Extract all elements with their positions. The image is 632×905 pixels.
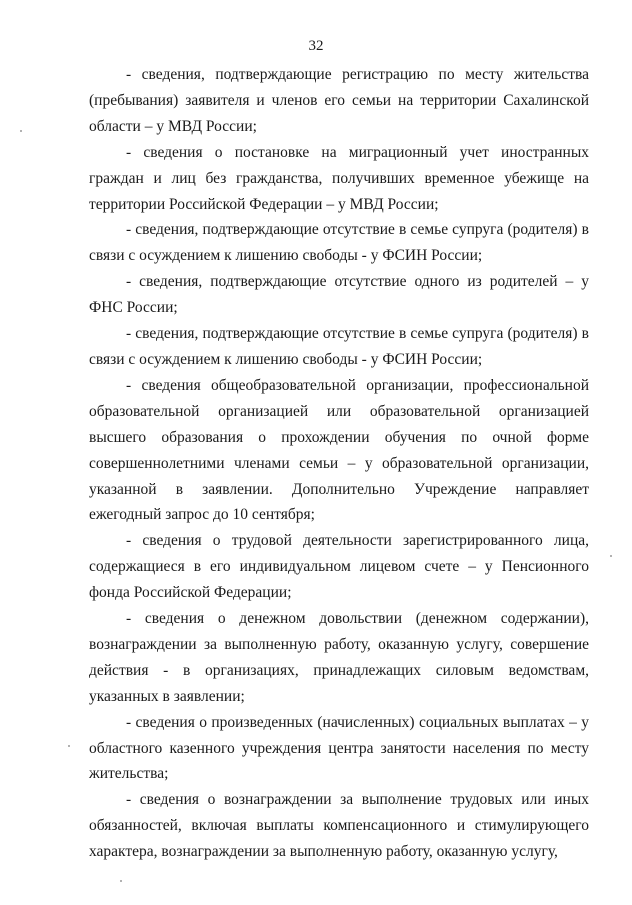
paragraph: - сведения о вознаграждении за выполнение трудовых или иных обязанностей, включая выплаты компенсационного и стимулирующего характера, вознаграждении за выполненную работу, оказанную услугу, [89,791,589,861]
scan-speck [120,880,122,882]
paragraph: - сведения общеобразовательной организации, профессиональной образовательной организацией или образовательной организацией высшего образования о прохождении обучения по очной форме совершеннолетними членами семьи – у образовательной организации, указанной в заявлении. Дополнительно Учреждение направляет ежегодный запрос до 10 сентября; [89,376,589,524]
document-body [89,62,589,865]
page-number: 32 [308,38,324,54]
scan-speck [610,555,612,557]
paragraph: - сведения, подтверждающие отсутствие в семье супруга (родителя) в связи с осуждением к лишению свободы - у ФСИН России; [89,325,589,368]
paragraph: - сведения о постановке на миграционный учет иностранных граждан и лиц без гражданства, получивших временное убежище на территории Российской Федерации – у МВД России; [89,143,589,213]
paragraph: - сведения, подтверждающие регистрацию по месту жительства (пребывания) заявителя и членов его семьи на территории Сахалинской области – у МВД России; [89,66,589,135]
paragraph: - сведения, подтверждающие отсутствие в семье супруга (родителя) в связи с осуждением к лишению свободы - у ФСИН России; [89,221,589,265]
scan-speck [68,745,70,747]
paragraph: - сведения о трудовой деятельности зарегистрированного лица, содержащиеся в его индивидуальном лицевом счете – у Пенсионного фонда Российской Федерации; [89,532,589,602]
paragraph: - сведения о денежном довольствии (денежном содержании), вознаграждении за выполненную работу, оказанную услугу, совершение действия - в организациях, принадлежащих силовым ведомствам, указанных в заявлении; [89,610,589,705]
scan-speck [20,130,22,132]
paragraph: - сведения, подтверждающие отсутствие одного из родителей – у ФНС России; [89,273,589,317]
paragraph: - сведения о произведенных (начисленных) социальных выплатах – у областного казенного учреждения центра занятости населения по месту жительства; [89,713,589,783]
